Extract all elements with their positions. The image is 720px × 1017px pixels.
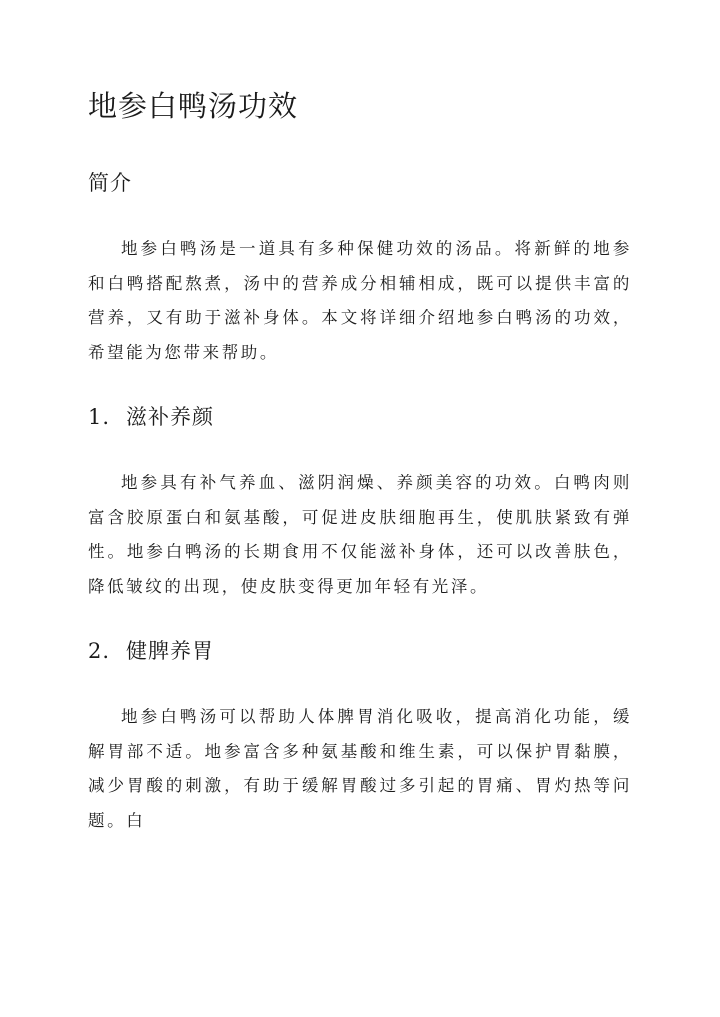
section-2-title: 健脾养胃 <box>126 639 214 663</box>
intro-heading: 简介 <box>88 171 132 195</box>
intro-paragraph: 地参白鸭汤是一道具有多种保健功效的汤品。将新鲜的地参和白鸭搭配熬煮，汤中的营养成分相辅相成，既可以提供丰富的营养，又有助于滋补身体。本文将详细介绍地参白鸭汤的功效，希望能为您带来帮助。 <box>88 239 632 362</box>
section-2-heading <box>88 636 632 666</box>
section-1-number: 1. <box>88 405 111 429</box>
document-title: 地参白鸭汤功效 <box>88 89 299 123</box>
section-1-paragraph: 地参具有补气养血、滋阴润燥、养颜美容的功效。白鸭肉则富含胶原蛋白和氨基酸，可促进皮肤细胞再生，使肌肤紧致有弹性。地参白鸭汤的长期食用不仅能滋补身体，还可以改善肤色，降低皱纹的出现，使皮肤变得更加年轻有光泽。 <box>88 473 632 596</box>
section-1-title: 滋补养颜 <box>126 405 214 429</box>
section-2-paragraph: 地参白鸭汤可以帮助人体脾胃消化吸收，提高消化功能，缓解胃部不适。地参富含多种氨基酸和维生素，可以保护胃黏膜，减少胃酸的刺激，有助于缓解胃酸过多引起的胃痛、胃灼热等问题。白 <box>88 707 632 830</box>
section-2-number: 2. <box>88 639 111 663</box>
section-1-heading <box>88 402 632 432</box>
